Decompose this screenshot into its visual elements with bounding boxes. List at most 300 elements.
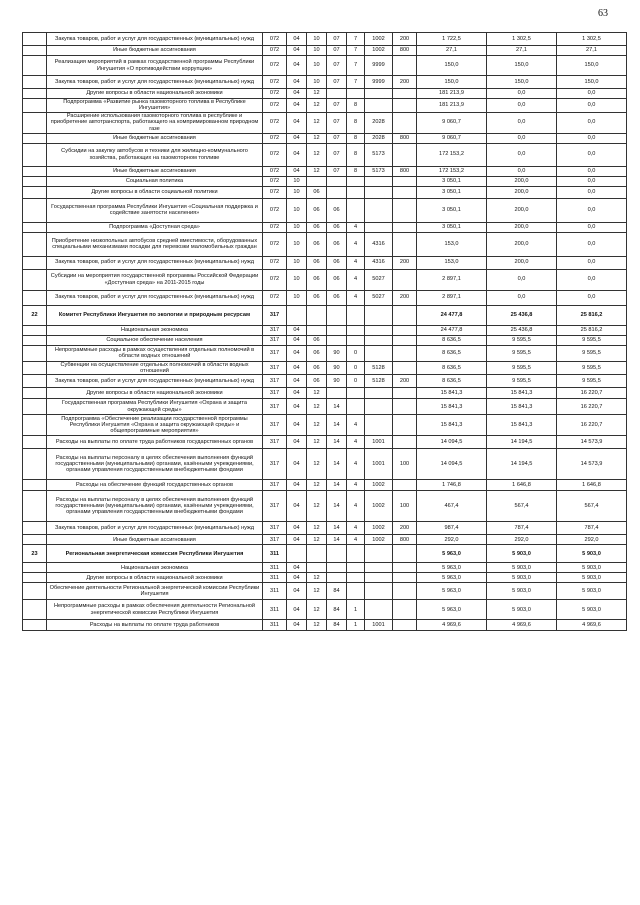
cell-vr: 200 bbox=[393, 33, 417, 46]
cell-vr bbox=[393, 573, 417, 583]
cell-y2014: 8 636,5 bbox=[417, 345, 487, 361]
cell-cs3: 1002 bbox=[365, 522, 393, 535]
cell-rz: 04 bbox=[287, 46, 307, 56]
cell-pr: 06 bbox=[307, 335, 327, 345]
cell-cs3 bbox=[365, 573, 393, 583]
cell-no bbox=[23, 290, 47, 305]
cell-pr bbox=[307, 545, 327, 563]
cell-y2015: 15 841,3 bbox=[487, 399, 557, 415]
cell-vr: 800 bbox=[393, 46, 417, 56]
table-row bbox=[23, 76, 627, 89]
cell-no: 22 bbox=[23, 305, 47, 325]
cell-y2015: 0,0 bbox=[487, 269, 557, 290]
cell-y2014: 24 477,8 bbox=[417, 325, 487, 335]
cell-y2016: 0,0 bbox=[557, 89, 627, 99]
cell-y2016: 5 903,0 bbox=[557, 563, 627, 573]
cell-cs3 bbox=[365, 545, 393, 563]
cell-no bbox=[23, 449, 47, 480]
cell-y2015: 0,0 bbox=[487, 290, 557, 305]
cell-y2015: 200,0 bbox=[487, 186, 557, 198]
cell-cs3 bbox=[365, 89, 393, 99]
cell-cs1: 14 bbox=[327, 491, 347, 522]
cell-name: Подпрограмма «Доступная среда» bbox=[47, 222, 263, 232]
cell-cs3: 2028 bbox=[365, 112, 393, 133]
cell-vr bbox=[393, 89, 417, 99]
cell-pr: 06 bbox=[307, 375, 327, 388]
cell-name: Иные бюджетные ассигнования bbox=[47, 166, 263, 176]
cell-cs2: 1 bbox=[347, 600, 365, 620]
cell-no bbox=[23, 269, 47, 290]
cell-cs3: 1001 bbox=[365, 436, 393, 449]
table-row bbox=[23, 388, 627, 399]
cell-ved: 317 bbox=[263, 449, 287, 480]
table-row bbox=[23, 436, 627, 449]
cell-cs3: 5027 bbox=[365, 269, 393, 290]
cell-vr bbox=[393, 388, 417, 399]
cell-cs2 bbox=[347, 573, 365, 583]
cell-name: Расходы на выплаты персоналу в целях обеспечения выполнения функций государственными (муниципальными) органами, казёнными учреждениями, органами управления государственными внебюджетными фондами bbox=[47, 491, 263, 522]
cell-vr: 100 bbox=[393, 491, 417, 522]
cell-y2016: 5 903,0 bbox=[557, 545, 627, 563]
cell-name: Иные бюджетные ассигнования bbox=[47, 46, 263, 56]
cell-no bbox=[23, 563, 47, 573]
cell-cs3: 1002 bbox=[365, 535, 393, 545]
cell-cs1: 84 bbox=[327, 583, 347, 600]
cell-no bbox=[23, 399, 47, 415]
cell-ved: 311 bbox=[263, 600, 287, 620]
cell-no bbox=[23, 56, 47, 76]
cell-vr: 800 bbox=[393, 133, 417, 143]
cell-vr: 200 bbox=[393, 256, 417, 269]
cell-name: Субвенции на осуществление отдельных полномочий в области водных отношений bbox=[47, 361, 263, 375]
cell-y2015: 9 595,5 bbox=[487, 375, 557, 388]
cell-pr: 12 bbox=[307, 449, 327, 480]
cell-name: Иные бюджетные ассигнования bbox=[47, 535, 263, 545]
cell-name: Закупка товаров, работ и услуг для государственных (муниципальных) нужд bbox=[47, 256, 263, 269]
cell-cs1: 07 bbox=[327, 46, 347, 56]
cell-cs1: 14 bbox=[327, 535, 347, 545]
cell-rz: 10 bbox=[287, 256, 307, 269]
cell-y2015: 0,0 bbox=[487, 166, 557, 176]
cell-cs2: 8 bbox=[347, 99, 365, 113]
cell-ved: 317 bbox=[263, 415, 287, 436]
cell-cs1: 06 bbox=[327, 290, 347, 305]
cell-ved: 311 bbox=[263, 545, 287, 563]
table-row bbox=[23, 176, 627, 186]
cell-ved: 072 bbox=[263, 89, 287, 99]
cell-cs1: 14 bbox=[327, 522, 347, 535]
cell-cs2 bbox=[347, 335, 365, 345]
cell-y2014: 3 050,1 bbox=[417, 198, 487, 222]
cell-cs3: 1002 bbox=[365, 480, 393, 491]
cell-vr bbox=[393, 345, 417, 361]
table-row bbox=[23, 305, 627, 325]
cell-name: Государственная программа Республики Ингушетия «Охрана и защита окружающей среды» bbox=[47, 399, 263, 415]
cell-cs2: 1 bbox=[347, 620, 365, 631]
cell-cs2: 4 bbox=[347, 535, 365, 545]
cell-no bbox=[23, 480, 47, 491]
cell-rz: 04 bbox=[287, 449, 307, 480]
cell-y2016: 292,0 bbox=[557, 535, 627, 545]
cell-vr bbox=[393, 545, 417, 563]
cell-cs3 bbox=[365, 198, 393, 222]
cell-rz: 04 bbox=[287, 361, 307, 375]
cell-y2015: 200,0 bbox=[487, 176, 557, 186]
cell-y2015: 0,0 bbox=[487, 133, 557, 143]
cell-y2014: 3 050,1 bbox=[417, 176, 487, 186]
cell-pr: 12 bbox=[307, 620, 327, 631]
cell-y2015: 0,0 bbox=[487, 112, 557, 133]
cell-vr bbox=[393, 99, 417, 113]
cell-vr bbox=[393, 143, 417, 166]
cell-name: Социальная политика bbox=[47, 176, 263, 186]
cell-y2016: 4 969,6 bbox=[557, 620, 627, 631]
cell-ved: 317 bbox=[263, 491, 287, 522]
cell-rz: 10 bbox=[287, 269, 307, 290]
cell-no bbox=[23, 436, 47, 449]
cell-name: Подпрограмма «Развитие рынка газомоторного топлива в Республике Ингушетия» bbox=[47, 99, 263, 113]
cell-cs2: 4 bbox=[347, 480, 365, 491]
cell-cs2: 4 bbox=[347, 290, 365, 305]
cell-cs2: 7 bbox=[347, 76, 365, 89]
cell-y2015: 200,0 bbox=[487, 232, 557, 256]
cell-y2014: 5 963,0 bbox=[417, 545, 487, 563]
cell-cs2 bbox=[347, 388, 365, 399]
cell-pr bbox=[307, 325, 327, 335]
cell-pr: 06 bbox=[307, 361, 327, 375]
cell-ved: 311 bbox=[263, 563, 287, 573]
cell-y2016: 27,1 bbox=[557, 46, 627, 56]
cell-vr bbox=[393, 305, 417, 325]
cell-vr bbox=[393, 620, 417, 631]
cell-ved: 311 bbox=[263, 620, 287, 631]
cell-pr: 10 bbox=[307, 76, 327, 89]
cell-ved: 311 bbox=[263, 583, 287, 600]
cell-y2015: 567,4 bbox=[487, 491, 557, 522]
cell-cs3 bbox=[365, 305, 393, 325]
cell-y2016: 0,0 bbox=[557, 269, 627, 290]
cell-y2014: 3 050,1 bbox=[417, 186, 487, 198]
cell-y2014: 3 050,1 bbox=[417, 222, 487, 232]
cell-y2014: 14 094,5 bbox=[417, 449, 487, 480]
cell-name: Другие вопросы в области национальной экономики bbox=[47, 89, 263, 99]
cell-name: Национальная экономика bbox=[47, 325, 263, 335]
table-row bbox=[23, 89, 627, 99]
cell-y2015: 200,0 bbox=[487, 222, 557, 232]
table-row bbox=[23, 46, 627, 56]
cell-pr: 06 bbox=[307, 256, 327, 269]
table-row bbox=[23, 522, 627, 535]
table-row bbox=[23, 345, 627, 361]
cell-cs2: 8 bbox=[347, 133, 365, 143]
cell-rz: 10 bbox=[287, 290, 307, 305]
table-row bbox=[23, 375, 627, 388]
cell-y2014: 467,4 bbox=[417, 491, 487, 522]
cell-name: Закупка товаров, работ и услуг для государственных (муниципальных) нужд bbox=[47, 33, 263, 46]
cell-y2014: 2 897,1 bbox=[417, 269, 487, 290]
cell-no: 23 bbox=[23, 545, 47, 563]
cell-no bbox=[23, 76, 47, 89]
cell-y2015: 5 903,0 bbox=[487, 573, 557, 583]
cell-ved: 072 bbox=[263, 269, 287, 290]
cell-vr: 100 bbox=[393, 449, 417, 480]
cell-pr: 06 bbox=[307, 186, 327, 198]
table-row bbox=[23, 491, 627, 522]
cell-y2015: 5 903,0 bbox=[487, 545, 557, 563]
cell-cs2: 8 bbox=[347, 166, 365, 176]
cell-rz: 04 bbox=[287, 620, 307, 631]
cell-y2014: 181 213,9 bbox=[417, 99, 487, 113]
cell-cs3 bbox=[365, 176, 393, 186]
table-row bbox=[23, 198, 627, 222]
cell-cs3: 5027 bbox=[365, 290, 393, 305]
cell-y2016: 0,0 bbox=[557, 112, 627, 133]
cell-y2014: 4 969,6 bbox=[417, 620, 487, 631]
cell-pr: 12 bbox=[307, 583, 327, 600]
cell-no bbox=[23, 535, 47, 545]
cell-ved: 317 bbox=[263, 345, 287, 361]
cell-cs2: 4 bbox=[347, 222, 365, 232]
cell-no bbox=[23, 256, 47, 269]
cell-y2016: 16 220,7 bbox=[557, 415, 627, 436]
cell-no bbox=[23, 388, 47, 399]
cell-vr bbox=[393, 480, 417, 491]
table-row bbox=[23, 232, 627, 256]
cell-ved: 072 bbox=[263, 186, 287, 198]
cell-y2016: 0,0 bbox=[557, 133, 627, 143]
cell-y2015: 150,0 bbox=[487, 56, 557, 76]
cell-no bbox=[23, 186, 47, 198]
cell-vr: 200 bbox=[393, 375, 417, 388]
cell-ved: 072 bbox=[263, 133, 287, 143]
cell-y2014: 150,0 bbox=[417, 56, 487, 76]
cell-y2014: 172 153,2 bbox=[417, 143, 487, 166]
cell-cs3 bbox=[365, 186, 393, 198]
cell-cs2: 4 bbox=[347, 269, 365, 290]
cell-y2015: 200,0 bbox=[487, 256, 557, 269]
cell-name: Подпрограмма «Обеспечение реализации государственной программы Республики Ингушетия «Охрана и защита окружающей среды» и общепрограммные мероприятия» bbox=[47, 415, 263, 436]
cell-cs1 bbox=[327, 573, 347, 583]
cell-rz: 04 bbox=[287, 388, 307, 399]
cell-pr: 12 bbox=[307, 399, 327, 415]
table-row bbox=[23, 415, 627, 436]
cell-name: Другие вопросы в области социальной политики bbox=[47, 186, 263, 198]
cell-cs1: 14 bbox=[327, 436, 347, 449]
table-row bbox=[23, 620, 627, 631]
cell-pr: 12 bbox=[307, 535, 327, 545]
cell-cs3: 1001 bbox=[365, 620, 393, 631]
table-row bbox=[23, 112, 627, 133]
cell-no bbox=[23, 375, 47, 388]
cell-cs3: 5128 bbox=[365, 361, 393, 375]
cell-name: Реализация мероприятий в рамках государственной программы Республики Ингушетия «О противодействии коррупции» bbox=[47, 56, 263, 76]
cell-ved: 072 bbox=[263, 33, 287, 46]
cell-cs3 bbox=[365, 583, 393, 600]
cell-pr: 12 bbox=[307, 480, 327, 491]
cell-y2014: 5 963,0 bbox=[417, 583, 487, 600]
cell-name: Расходы на выплаты по оплате труда работников государственных органов bbox=[47, 436, 263, 449]
cell-y2015: 14 194,5 bbox=[487, 449, 557, 480]
cell-pr: 06 bbox=[307, 232, 327, 256]
cell-vr: 800 bbox=[393, 535, 417, 545]
cell-name: Закупка товаров, работ и услуг для государственных (муниципальных) нужд bbox=[47, 375, 263, 388]
cell-no bbox=[23, 89, 47, 99]
cell-y2014: 987,4 bbox=[417, 522, 487, 535]
cell-vr bbox=[393, 186, 417, 198]
cell-name: Другие вопросы в области национальной экономики bbox=[47, 388, 263, 399]
cell-pr bbox=[307, 563, 327, 573]
cell-rz: 04 bbox=[287, 563, 307, 573]
cell-no bbox=[23, 99, 47, 113]
table-row bbox=[23, 583, 627, 600]
cell-cs1: 06 bbox=[327, 198, 347, 222]
table-row bbox=[23, 166, 627, 176]
cell-cs3: 5128 bbox=[365, 375, 393, 388]
cell-y2016: 9 595,5 bbox=[557, 345, 627, 361]
cell-name: Расходы на обеспечение функций государственных органов bbox=[47, 480, 263, 491]
cell-name: Субсидии на закупку автобусов и техники для жилищно-коммунального хозяйства, работающих на газомоторном топливе bbox=[47, 143, 263, 166]
cell-y2014: 15 841,3 bbox=[417, 388, 487, 399]
cell-cs3: 1002 bbox=[365, 33, 393, 46]
cell-y2015: 0,0 bbox=[487, 89, 557, 99]
cell-y2016: 5 903,0 bbox=[557, 583, 627, 600]
cell-y2014: 2 897,1 bbox=[417, 290, 487, 305]
cell-no bbox=[23, 232, 47, 256]
cell-ved: 072 bbox=[263, 176, 287, 186]
cell-pr: 06 bbox=[307, 222, 327, 232]
cell-y2014: 9 060,7 bbox=[417, 112, 487, 133]
cell-y2016: 0,0 bbox=[557, 256, 627, 269]
cell-y2014: 8 636,5 bbox=[417, 375, 487, 388]
cell-rz: 04 bbox=[287, 522, 307, 535]
cell-ved: 317 bbox=[263, 325, 287, 335]
cell-cs3 bbox=[365, 388, 393, 399]
cell-cs2 bbox=[347, 198, 365, 222]
cell-cs2: 4 bbox=[347, 232, 365, 256]
cell-cs2: 0 bbox=[347, 361, 365, 375]
cell-y2015: 25 436,8 bbox=[487, 305, 557, 325]
cell-no bbox=[23, 222, 47, 232]
cell-y2016: 1 302,5 bbox=[557, 33, 627, 46]
cell-cs3: 5173 bbox=[365, 143, 393, 166]
cell-vr bbox=[393, 325, 417, 335]
cell-cs1: 14 bbox=[327, 449, 347, 480]
cell-pr: 06 bbox=[307, 269, 327, 290]
cell-cs1 bbox=[327, 186, 347, 198]
cell-cs1: 07 bbox=[327, 99, 347, 113]
cell-cs1: 06 bbox=[327, 222, 347, 232]
cell-y2015: 25 436,8 bbox=[487, 325, 557, 335]
cell-y2016: 0,0 bbox=[557, 290, 627, 305]
cell-pr bbox=[307, 176, 327, 186]
cell-y2014: 24 477,8 bbox=[417, 305, 487, 325]
cell-cs1 bbox=[327, 305, 347, 325]
cell-no bbox=[23, 361, 47, 375]
cell-no bbox=[23, 325, 47, 335]
cell-y2014: 15 841,3 bbox=[417, 399, 487, 415]
cell-ved: 072 bbox=[263, 56, 287, 76]
cell-y2015: 4 969,6 bbox=[487, 620, 557, 631]
cell-pr: 06 bbox=[307, 345, 327, 361]
cell-pr: 12 bbox=[307, 491, 327, 522]
cell-rz bbox=[287, 545, 307, 563]
cell-y2014: 5 963,0 bbox=[417, 573, 487, 583]
table-row bbox=[23, 361, 627, 375]
cell-rz: 04 bbox=[287, 600, 307, 620]
cell-cs1 bbox=[327, 89, 347, 99]
cell-name: Региональная энергетическая комиссия Республики Ингушетия bbox=[47, 545, 263, 563]
cell-cs1: 90 bbox=[327, 375, 347, 388]
cell-cs1 bbox=[327, 563, 347, 573]
cell-ved: 317 bbox=[263, 522, 287, 535]
cell-y2014: 172 153,2 bbox=[417, 166, 487, 176]
cell-rz: 04 bbox=[287, 99, 307, 113]
cell-vr: 200 bbox=[393, 76, 417, 89]
cell-name: Социальное обеспечение населения bbox=[47, 335, 263, 345]
cell-pr: 12 bbox=[307, 600, 327, 620]
cell-ved: 072 bbox=[263, 232, 287, 256]
cell-y2014: 5 963,0 bbox=[417, 563, 487, 573]
table-row bbox=[23, 325, 627, 335]
cell-rz: 04 bbox=[287, 399, 307, 415]
cell-y2016: 150,0 bbox=[557, 76, 627, 89]
cell-cs1: 06 bbox=[327, 232, 347, 256]
cell-cs2 bbox=[347, 176, 365, 186]
cell-y2016: 0,0 bbox=[557, 198, 627, 222]
cell-pr: 12 bbox=[307, 166, 327, 176]
cell-y2016: 0,0 bbox=[557, 99, 627, 113]
cell-name: Расходы на выплаты по оплате труда работников bbox=[47, 620, 263, 631]
cell-cs2: 0 bbox=[347, 345, 365, 361]
cell-y2014: 8 636,5 bbox=[417, 335, 487, 345]
cell-y2015: 292,0 bbox=[487, 535, 557, 545]
cell-cs1 bbox=[327, 176, 347, 186]
cell-pr bbox=[307, 305, 327, 325]
cell-cs3 bbox=[365, 99, 393, 113]
cell-pr: 12 bbox=[307, 415, 327, 436]
table-row bbox=[23, 143, 627, 166]
cell-rz: 10 bbox=[287, 198, 307, 222]
cell-cs3: 1002 bbox=[365, 46, 393, 56]
cell-cs3: 9999 bbox=[365, 56, 393, 76]
cell-pr: 12 bbox=[307, 522, 327, 535]
cell-pr: 12 bbox=[307, 112, 327, 133]
cell-cs2 bbox=[347, 583, 365, 600]
cell-y2015: 1 646,8 bbox=[487, 480, 557, 491]
cell-vr bbox=[393, 600, 417, 620]
cell-cs3: 9999 bbox=[365, 76, 393, 89]
cell-ved: 317 bbox=[263, 480, 287, 491]
cell-y2014: 8 636,5 bbox=[417, 361, 487, 375]
cell-cs1: 90 bbox=[327, 345, 347, 361]
cell-rz bbox=[287, 305, 307, 325]
cell-no bbox=[23, 112, 47, 133]
table-row bbox=[23, 535, 627, 545]
table-row bbox=[23, 573, 627, 583]
cell-y2015: 0,0 bbox=[487, 99, 557, 113]
cell-cs2: 4 bbox=[347, 522, 365, 535]
cell-y2015: 5 903,0 bbox=[487, 600, 557, 620]
cell-cs1: 90 bbox=[327, 361, 347, 375]
cell-name: Комитет Республики Ингушетия по экологии и природным ресурсам bbox=[47, 305, 263, 325]
cell-ved: 317 bbox=[263, 375, 287, 388]
cell-y2014: 9 060,7 bbox=[417, 133, 487, 143]
cell-cs2 bbox=[347, 305, 365, 325]
cell-y2014: 1 746,8 bbox=[417, 480, 487, 491]
cell-no bbox=[23, 176, 47, 186]
table-row bbox=[23, 256, 627, 269]
cell-no bbox=[23, 522, 47, 535]
